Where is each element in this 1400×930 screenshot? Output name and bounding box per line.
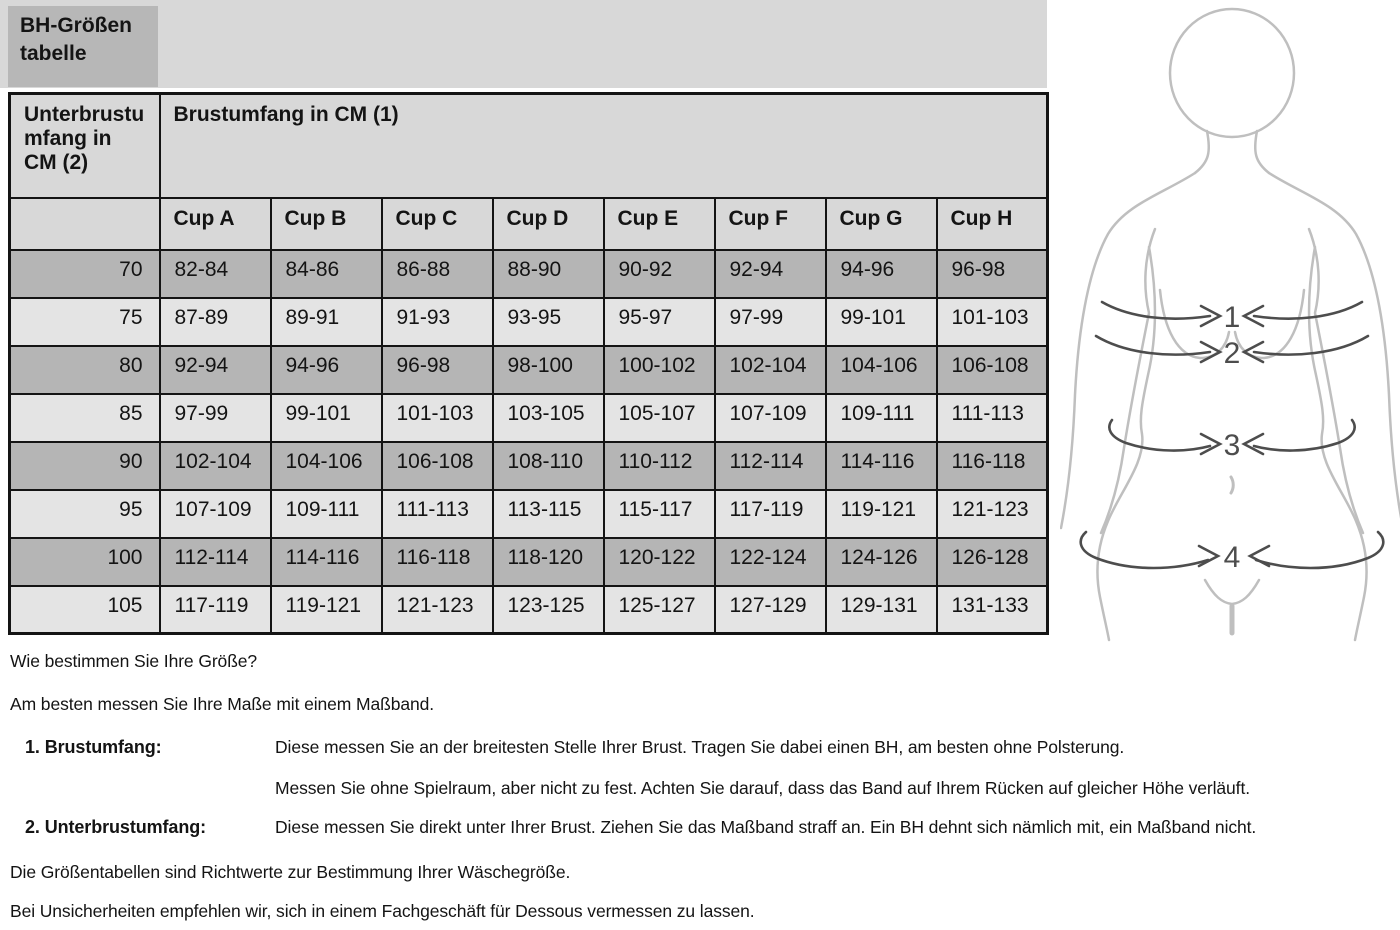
bust-range: 97-99 bbox=[715, 298, 826, 346]
footer-line2: Bei Unsicherheiten empfehlen wir, sich in einem Fachgeschäft für Dessous vermessen zu lassen. bbox=[10, 901, 755, 921]
neck-right bbox=[1255, 131, 1269, 173]
bust-range: 93-95 bbox=[493, 298, 604, 346]
cup-header-empty bbox=[10, 198, 160, 250]
bust-range: 116-118 bbox=[937, 442, 1048, 490]
bust-range: 104-106 bbox=[826, 346, 937, 394]
bust-range: 125-127 bbox=[604, 586, 715, 634]
bust-range: 103-105 bbox=[493, 394, 604, 442]
navel-mark bbox=[1231, 477, 1233, 493]
bust-range: 88-90 bbox=[493, 250, 604, 298]
item1-description-line1: Diese messen Sie an der breitesten Stelle Ihrer Brust. Tragen Sie dabei einen BH, am besten ohne Polsterung. bbox=[275, 737, 1125, 757]
crotch-curve bbox=[1205, 580, 1259, 604]
underbust-value: 100 bbox=[10, 538, 160, 586]
bust-range: 121-123 bbox=[937, 490, 1048, 538]
item1-description-line2: Messen Sie ohne Spielraum, aber nicht zu fest. Achten Sie darauf, dass das Band auf Ihrem Rücken auf gleicher Höhe verläuft. bbox=[275, 778, 1250, 798]
body-outline-illustration bbox=[1060, 0, 1400, 648]
bust-range: 96-98 bbox=[382, 346, 493, 394]
bust-range: 120-122 bbox=[604, 538, 715, 586]
cup-header-e: Cup E bbox=[604, 198, 715, 250]
bust-range: 84-86 bbox=[271, 250, 382, 298]
underbust-value: 85 bbox=[10, 394, 160, 442]
bust-range: 102-104 bbox=[715, 346, 826, 394]
bust-range: 124-126 bbox=[826, 538, 937, 586]
bust-range: 112-114 bbox=[160, 538, 271, 586]
bust-range: 106-108 bbox=[382, 442, 493, 490]
bust-range: 89-91 bbox=[271, 298, 382, 346]
band1-number-label: 1 bbox=[1223, 301, 1241, 334]
measurement-figure bbox=[1060, 0, 1400, 648]
head-outline bbox=[1170, 9, 1294, 137]
bust-range: 115-117 bbox=[604, 490, 715, 538]
underbust-value: 80 bbox=[10, 346, 160, 394]
bust-range: 105-107 bbox=[604, 394, 715, 442]
bust-range: 111-113 bbox=[382, 490, 493, 538]
bust-range: 126-128 bbox=[937, 538, 1048, 586]
table-row bbox=[10, 490, 1048, 538]
cup-header-a: Cup A bbox=[160, 198, 271, 250]
bust-range: 87-89 bbox=[160, 298, 271, 346]
table-row bbox=[10, 586, 1048, 634]
bust-range: 82-84 bbox=[160, 250, 271, 298]
span-header-bust: Brustumfang in CM (1) bbox=[160, 94, 1048, 198]
bust-range: 94-96 bbox=[826, 250, 937, 298]
table-row bbox=[10, 346, 1048, 394]
bust-range: 101-103 bbox=[382, 394, 493, 442]
footer-line1: Die Größentabellen sind Richtwerte zur Bestimmung Ihrer Wäschegröße. bbox=[10, 862, 571, 882]
bust-range: 108-110 bbox=[493, 442, 604, 490]
bust-range: 123-125 bbox=[493, 586, 604, 634]
bust-range: 117-119 bbox=[160, 586, 271, 634]
bust-range: 127-129 bbox=[715, 586, 826, 634]
table-row bbox=[10, 394, 1048, 442]
bust-range: 121-123 bbox=[382, 586, 493, 634]
intro-line: Am besten messen Sie Ihre Maße mit einem Maßband. bbox=[10, 694, 435, 714]
underbust-value: 95 bbox=[10, 490, 160, 538]
underbust-value: 90 bbox=[10, 442, 160, 490]
cup-header-h: Cup H bbox=[937, 198, 1048, 250]
bust-range: 114-116 bbox=[271, 538, 382, 586]
bust-range: 119-121 bbox=[271, 586, 382, 634]
bust-range: 94-96 bbox=[271, 346, 382, 394]
band3-arrow-right-icon bbox=[1244, 434, 1263, 454]
bust-range: 90-92 bbox=[604, 250, 715, 298]
bust-range: 110-112 bbox=[604, 442, 715, 490]
bust-range: 114-116 bbox=[826, 442, 937, 490]
bust-range: 92-94 bbox=[160, 346, 271, 394]
table-row bbox=[10, 442, 1048, 490]
bust-range: 99-101 bbox=[826, 298, 937, 346]
bust-range: 98-100 bbox=[493, 346, 604, 394]
band3-arrow-left-icon bbox=[1201, 434, 1220, 454]
bust-range: 112-114 bbox=[715, 442, 826, 490]
bust-range: 131-133 bbox=[937, 586, 1048, 634]
bust-range: 104-106 bbox=[271, 442, 382, 490]
bust-range: 118-120 bbox=[493, 538, 604, 586]
bust-range: 106-108 bbox=[937, 346, 1048, 394]
bust-range: 113-115 bbox=[493, 490, 604, 538]
bust-range: 95-97 bbox=[604, 298, 715, 346]
underbust-value: 70 bbox=[10, 250, 160, 298]
band2-number-label: 2 bbox=[1223, 337, 1241, 370]
bust-range: 100-102 bbox=[604, 346, 715, 394]
bust-range: 109-111 bbox=[271, 490, 382, 538]
bust-range: 109-111 bbox=[826, 394, 937, 442]
bust-range: 101-103 bbox=[937, 298, 1048, 346]
underbust-value: 75 bbox=[10, 298, 160, 346]
cup-header-f: Cup F bbox=[715, 198, 826, 250]
table-row bbox=[10, 250, 1048, 298]
table-row bbox=[10, 538, 1048, 586]
bust-range: 91-93 bbox=[382, 298, 493, 346]
bust-range: 116-118 bbox=[382, 538, 493, 586]
bust-range: 117-119 bbox=[715, 490, 826, 538]
cup-header-b: Cup B bbox=[271, 198, 382, 250]
neck-left bbox=[1195, 131, 1209, 173]
table-row bbox=[10, 298, 1048, 346]
bust-range: 129-131 bbox=[826, 586, 937, 634]
band3-number-label: 3 bbox=[1223, 429, 1241, 462]
table-title: BH-Größen tabelle bbox=[8, 6, 158, 87]
bust-range: 111-113 bbox=[937, 394, 1048, 442]
item2-description-line1: Diese messen Sie direkt unter Ihrer Brust. Ziehen Sie das Maßband straff an. Ein BH dehnt sich nämlich mit, ein Maßband nicht. bbox=[275, 817, 1257, 837]
bust-range: 119-121 bbox=[826, 490, 937, 538]
bust-curve-left bbox=[1160, 290, 1229, 358]
item1-label: 1. Brustumfang: bbox=[25, 737, 162, 757]
corner-header-underbust: Unterbrustumfang in CM (2) bbox=[10, 94, 160, 198]
bra-size-table bbox=[8, 92, 1049, 635]
bust-range: 107-109 bbox=[715, 394, 826, 442]
cup-header-d: Cup D bbox=[493, 198, 604, 250]
bust-range: 97-99 bbox=[160, 394, 271, 442]
question-line: Wie bestimmen Sie Ihre Größe? bbox=[10, 651, 258, 671]
cup-header-g: Cup G bbox=[826, 198, 937, 250]
bust-range: 102-104 bbox=[160, 442, 271, 490]
bust-range: 99-101 bbox=[271, 394, 382, 442]
item2-label: 2. Unterbrustumfang: bbox=[25, 817, 207, 837]
bust-range: 122-124 bbox=[715, 538, 826, 586]
table-header-row bbox=[10, 94, 1048, 198]
bust-range: 107-109 bbox=[160, 490, 271, 538]
bust-range: 92-94 bbox=[715, 250, 826, 298]
cup-header-row bbox=[10, 198, 1048, 250]
bust-range: 86-88 bbox=[382, 250, 493, 298]
underbust-value: 105 bbox=[10, 586, 160, 634]
band4-number-label: 4 bbox=[1223, 541, 1241, 574]
cup-header-c: Cup C bbox=[382, 198, 493, 250]
bust-curve-right bbox=[1235, 290, 1304, 358]
arm-outer-left bbox=[1061, 173, 1195, 528]
bust-range: 96-98 bbox=[937, 250, 1048, 298]
